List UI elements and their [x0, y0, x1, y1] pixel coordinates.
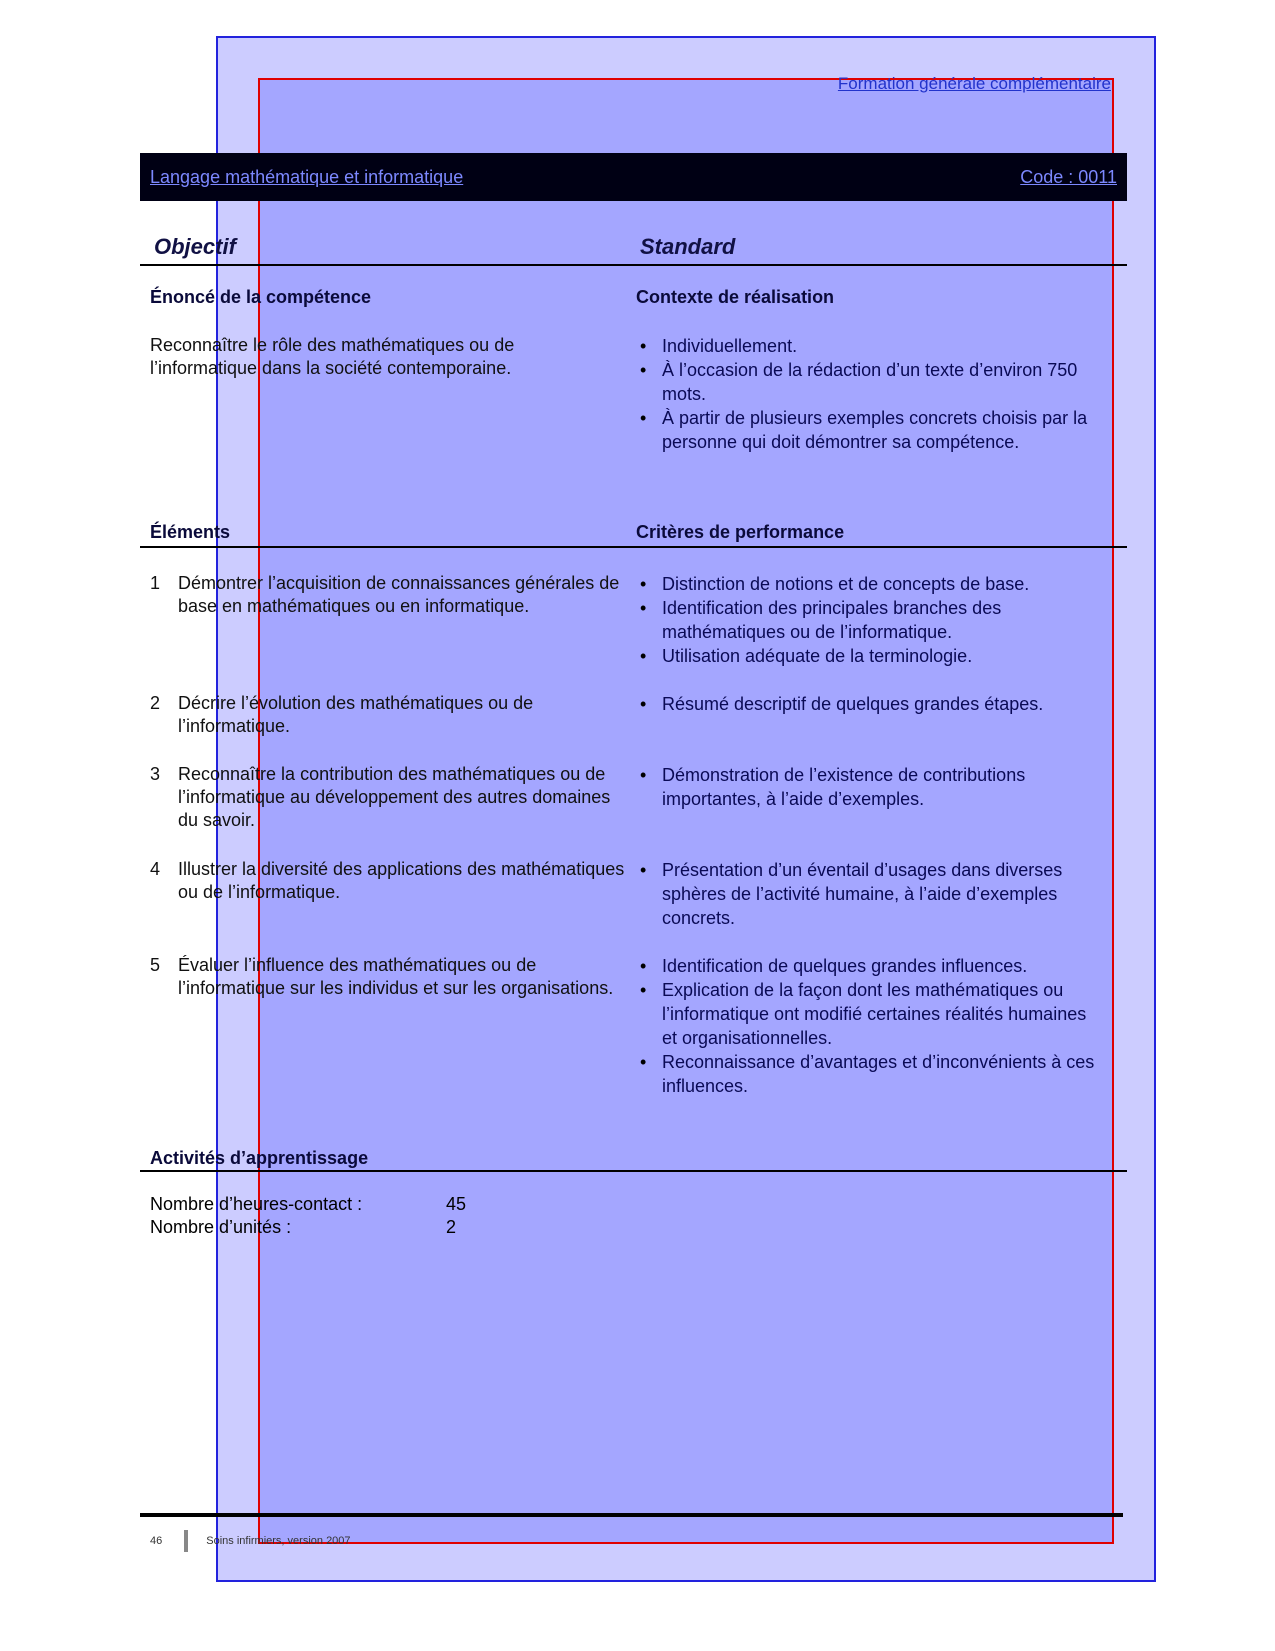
element-number: 4 — [150, 859, 161, 879]
criteres-heading: Critères de performance — [636, 522, 845, 542]
page-number: 46 — [150, 1535, 163, 1547]
contact-hours-label: Nombre d’heures-contact : — [150, 1194, 363, 1214]
list-item: • À l’occasion de la rédaction d’un texte d’environ 750 mots. — [640, 358, 1100, 406]
element-3 — [150, 763, 630, 832]
list-item: • Présentation d’un éventail d’usages dans diverses sphères de l’activité humaine, à l’aide d’exemples concrets. — [640, 858, 1100, 930]
course-header-bar — [140, 153, 1127, 201]
divider — [140, 546, 1127, 548]
contexte-list — [640, 334, 1100, 454]
standard-column-title: Standard — [640, 234, 736, 259]
contact-hours-value: 45 — [446, 1194, 467, 1214]
hours-block — [150, 1193, 466, 1239]
element-number: 1 — [150, 573, 161, 593]
competence-heading: Énoncé de la compétence — [150, 287, 372, 307]
element-text: Illustrer la diversité des applications des mathématiques ou de l’informatique. — [178, 859, 625, 902]
course-code: Code : 0011 — [1020, 166, 1117, 187]
competence-text — [150, 334, 620, 380]
element-text: Décrire l’évolution des mathématiques ou de l’informatique. — [178, 693, 534, 736]
footer-doc-title: Soins infirmiers, version 2007 — [206, 1535, 351, 1547]
contact-hours-row — [150, 1193, 466, 1216]
list-item: • Individuellement. — [640, 334, 1100, 358]
units-row — [150, 1216, 466, 1239]
course-title: Langage mathématique et informatique — [150, 166, 464, 187]
list-item: • Identification des principales branches des mathématiques ou de l’informatique. — [640, 596, 1100, 644]
elements-heading: Éléments — [150, 522, 231, 542]
list-item: • Résumé descriptif de quelques grandes étapes. — [640, 692, 1100, 716]
divider — [140, 1170, 1127, 1172]
criteria-list-2 — [640, 692, 1100, 716]
criteria-list-5 — [640, 954, 1100, 1098]
formation-label: Formation générale complémentaire — [837, 74, 1111, 93]
criteria-list-1 — [640, 572, 1100, 668]
element-text: Démontrer l’acquisition de connaissances générales de base en mathématiques ou en informatique. — [178, 573, 620, 616]
list-item: • À partir de plusieurs exemples concrets choisis par la personne qui doit démontrer sa compétence. — [640, 406, 1100, 454]
element-4 — [150, 858, 630, 904]
criteria-list-3 — [640, 763, 1100, 811]
element-number: 5 — [150, 955, 161, 975]
list-item: • Démonstration de l’existence de contributions importantes, à l’aide d’exemples. — [640, 763, 1100, 811]
list-item: • Explication de la façon dont les mathématiques ou l’informatique ont modifié certaines réalités humaines et organisationnelles. — [640, 978, 1100, 1050]
divider — [140, 264, 1127, 266]
competence-line-2: l’informatique dans la société contemporaine. — [150, 358, 512, 378]
element-number: 2 — [150, 693, 161, 713]
page-footer — [150, 1530, 351, 1552]
list-item: • Reconnaissance d’avantages et d’inconvénients à ces influences. — [640, 1050, 1100, 1098]
competence-line-1: Reconnaître le rôle des mathématiques ou de — [150, 335, 515, 355]
units-label: Nombre d’unités : — [150, 1217, 292, 1237]
element-1 — [150, 572, 630, 618]
element-number: 3 — [150, 764, 161, 784]
contexte-heading: Contexte de réalisation — [636, 287, 835, 307]
element-text: Reconnaître la contribution des mathématiques ou de l’informatique au développement des autres domaines du savoir. — [178, 764, 611, 830]
element-text: Évaluer l’influence des mathématiques ou de l’informatique sur les individus et sur les organisations. — [178, 955, 614, 998]
footer-divider — [140, 1513, 1123, 1517]
list-item: • Utilisation adéquate de la terminologie. — [640, 644, 1100, 668]
list-item: • Distinction de notions et de concepts de base. — [640, 572, 1100, 596]
units-value: 2 — [446, 1217, 457, 1237]
criteria-list-4 — [640, 858, 1100, 930]
element-2 — [150, 692, 630, 738]
footer-separator — [184, 1530, 188, 1552]
objectif-column-title: Objectif — [154, 234, 236, 259]
activites-heading: Activités d’apprentissage — [150, 1148, 369, 1168]
list-item: • Identification de quelques grandes influences. — [640, 954, 1100, 978]
element-5 — [150, 954, 630, 1000]
